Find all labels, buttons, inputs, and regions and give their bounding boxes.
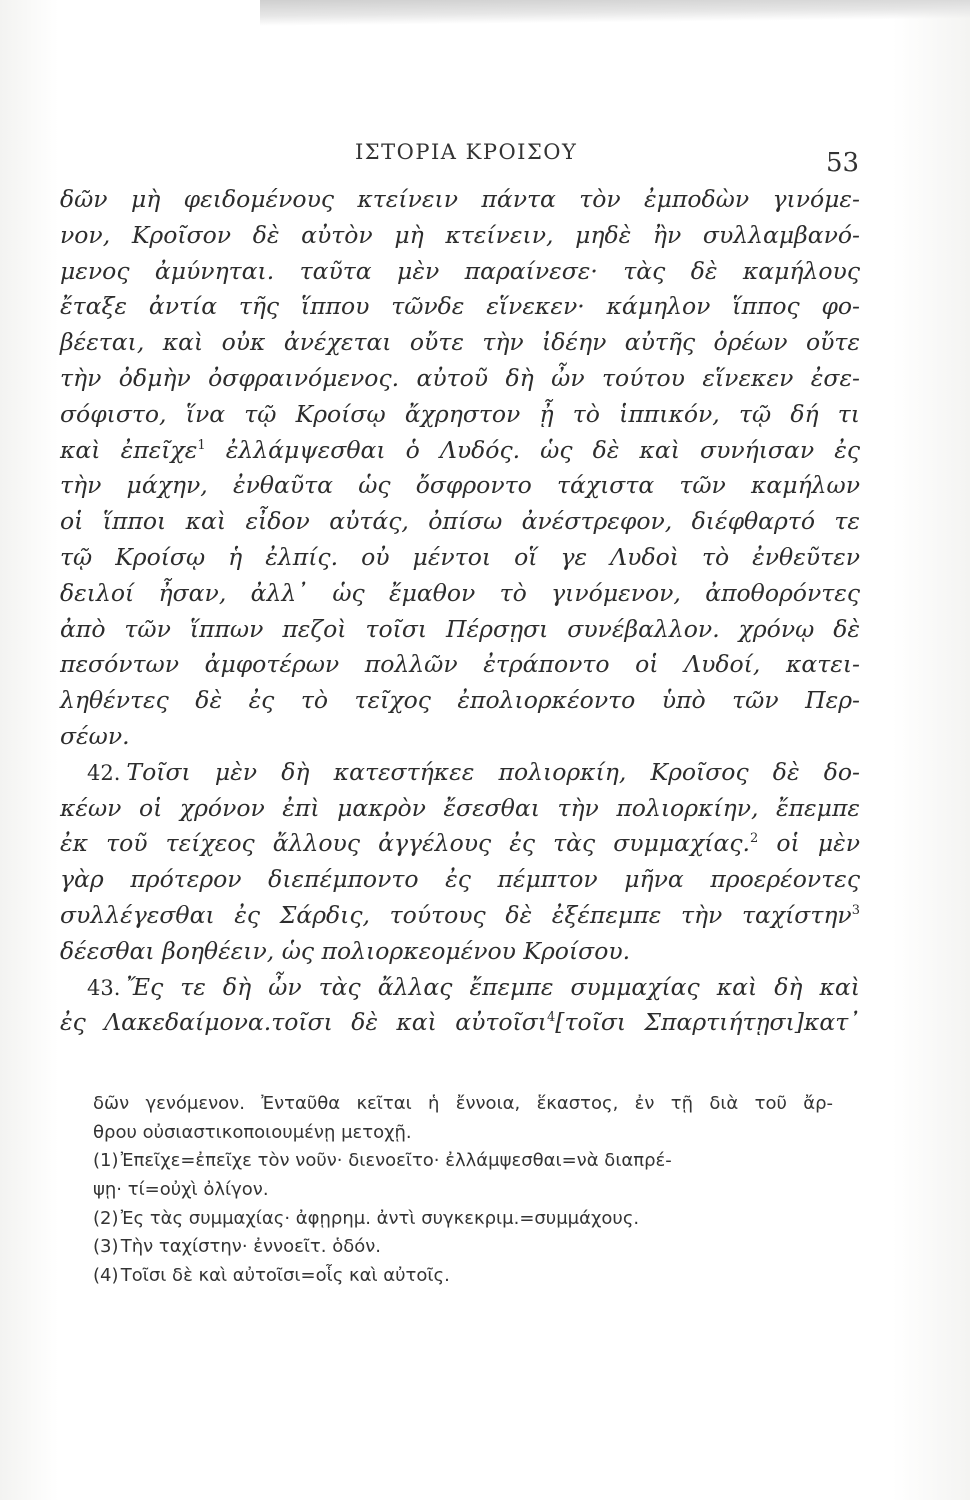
footnote-ref-4: 4: [547, 1010, 556, 1026]
section-number: 42.: [87, 760, 121, 785]
text-line: τὴν ὀδμὴν ὀσφραινόμενος. αὐτοῦ δὴ ὦν τούτου εἵνεκεν ἐσε-: [60, 363, 860, 392]
text-line: ἔταξε ἀντία τῆς ἵππου τῶνδε εἵνεκεν· κάμηλον ἵππος φο-: [60, 292, 860, 321]
text-line: [60, 755, 860, 791]
text-line: σόφιστο, ἵνα τῷ Κροίσῳ ἄχρηστον ᾖ τὸ ἱππικόν, τῷ δή τι: [60, 399, 860, 428]
text-line: τῷ Κροίσῳ ἡ ἐλπίς. οὐ μέντοι οἵ γε Λυδοὶ τὸ ἐνθεῦτεν: [60, 542, 860, 571]
text-line: πεσόντων ἀμφοτέρων πολλῶν ἐτράποντο οἱ Λυδοί, κατει-: [60, 650, 860, 679]
text-segment: ἐκ τοῦ τείχεος ἄλλους ἀγγέλους ἐς τὰς συμμαχίας.: [60, 829, 750, 858]
footnote-mark: (4): [93, 1265, 119, 1287]
text-line: δειλοί ἦσαν, ἀλλ᾽ ὡς ἔμαθον τὸ γινόμενον, ἀποθορόντες: [60, 578, 860, 607]
text-line: τὴν μάχην, ἐνθαῦτα ὡς ὄσφροντο τάχιστα τῶν καμήλων: [60, 471, 860, 500]
text-line: μενος ἀμύνηται. ταῦτα μὲν παραίνεσε· τὰς δὲ καμήλους: [60, 256, 860, 285]
footnote-mark: (2): [93, 1207, 119, 1229]
footnote-mark: (3): [93, 1236, 119, 1258]
running-head: [0, 136, 970, 176]
footnote-ref-1: 1: [197, 437, 206, 453]
text-line: γὰρ πρότερον διεπέμποντο ἐς πέμπτον μῆνα προερέοντες: [60, 865, 860, 894]
footnote-text: Τοῖσι δὲ καὶ αὐτοῖσι=οἷς καὶ αὐτοῖς.: [120, 1265, 450, 1287]
footnote-ref-2: 2: [749, 831, 759, 847]
section-number: 43.: [87, 975, 121, 1000]
text-line: σέων.: [60, 721, 130, 750]
text-line: κέων οἱ χρόνον ἐπὶ μακρὸν ἔσεσθαι τὴν πολιορκίην, ἔπεμπε: [60, 793, 860, 822]
text-line: [60, 433, 860, 469]
page-number: 53: [826, 148, 860, 178]
footnote-line: δῶν γενόμενον. Ἐνταῦθα κεῖται ἡ ἔννοια, ἕκαστος, ἐν τῇ διὰ τοῦ ἄρ-: [93, 1093, 833, 1114]
text-segment: ἐς Λακεδαίμονα.τοῖσι δὲ καὶ αὐτοῖσι: [60, 1008, 547, 1037]
footnote-text: Ἐς τὰς συμμαχίας· ἀφῃρημ. ἀντὶ συγκεκριμ.=συμμάχους.: [120, 1207, 640, 1229]
text-segment: καὶ ἐπεῖχε: [60, 435, 198, 464]
text-segment: Ἔς τε δὴ ὦν τὰς ἄλλας ἔπεμπε συμμαχίας καὶ δὴ καὶ: [126, 972, 860, 1001]
text-segment: συλλέγεσθαι ἐς Σάρδις, τούτους δὲ ἐξέπεμπε τὴν ταχίστην: [60, 900, 852, 929]
footnote-2: [93, 1205, 833, 1234]
text-segment: Τοῖσι μὲν δὴ κατεστήκεε πολιορκίη, Κροῖσος δὲ δο-: [126, 757, 860, 786]
text-segment: ἐλλάμψεσθαι ὁ Λυδός. ὡς δὲ καὶ συνήισαν ἐς: [205, 435, 860, 464]
text-line: [60, 1005, 860, 1041]
footnote-line: θρου οὐσιαστικοποιουμένῃ μετοχῇ.: [93, 1121, 412, 1143]
main-text: [60, 182, 860, 1041]
footnote-3: [93, 1233, 833, 1262]
text-segment: οἱ μὲν: [758, 829, 860, 858]
text-line: βέεται, καὶ οὐκ ἀνέχεται οὔτε τὴν ἰδέην αὐτῆς ὁρέων οὔτε: [60, 328, 860, 357]
text-line: [60, 970, 860, 1006]
text-line: δέεσθαι βοηθέειν, ὡς πολιορκεομένου Κροίσου.: [60, 936, 631, 965]
text-line: [60, 898, 860, 934]
scan-shadow-edge: [260, 0, 970, 26]
footnote-mark: (1): [93, 1150, 119, 1172]
text-line: [60, 826, 860, 862]
footnotes: [93, 1090, 833, 1291]
text-line: οἱ ἵπποι καὶ εἶδον αὐτάς, ὀπίσω ἀνέστρεφον, διέφθαρτό τε: [60, 507, 860, 536]
text-line: νον, Κροῖσον δὲ αὐτὸν μὴ κτείνειν, μηδὲ ἢν συλλαμβανό-: [60, 220, 860, 249]
running-title: ΙΣΤΟΡΙΑ ΚΡΟΙΣΟΥ: [355, 140, 578, 164]
footnote-text: Τὴν ταχίστην· ἐννοεῖτ. ὁδόν.: [120, 1236, 382, 1258]
text-line: δῶν μὴ φειδομένους κτείνειν πάντα τὸν ἐμποδὼν γινόμε-: [60, 185, 860, 213]
text-line: ληθέντες δὲ ἐς τὸ τεῖχος ἐπολιορκέοντο ὑπὸ τῶν Περ-: [60, 686, 860, 715]
footnote-1: [93, 1147, 833, 1176]
footnote-text: Ἐπεῖχε=ἐπεῖχε τὸν νοῦν· διενοεῖτο· ἐλλάμψεσθαι=νὰ διαπρέ-: [120, 1150, 672, 1172]
footnote-4: [93, 1262, 833, 1291]
text-segment: [τοῖσι Σπαρτιήτῃσι]κατ᾽: [555, 1008, 860, 1037]
text-line: ἀπὸ τῶν ἵππων πεζοὶ τοῖσι Πέρσῃσι συνέβαλλον. χρόνῳ δὲ: [60, 614, 860, 643]
footnote-line: ψῃ· τί=οὐχὶ ὀλίγον.: [93, 1179, 269, 1201]
footnote-ref-3: 3: [851, 902, 860, 918]
